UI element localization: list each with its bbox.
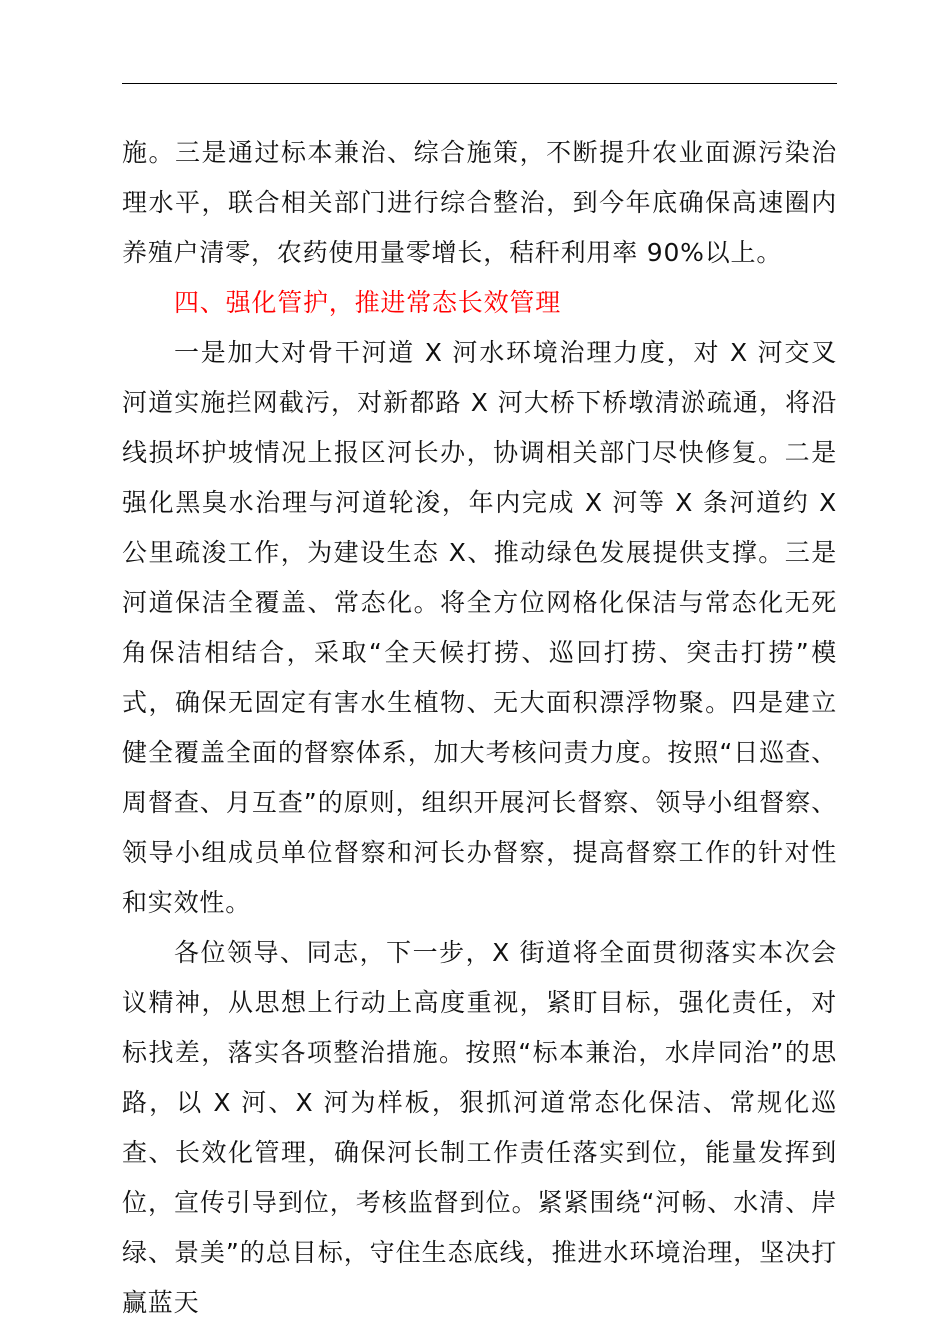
closing-paragraph: 各位领导、同志，下一步，X 街道将全面贯彻落实本次会议精神，从思想上行动上高度重视，紧盯目标，强化责任，对标找差，落实各项整治措施。按照“标本兼治，水岸同治”的思路，以 X 河、X 河为样板，狠抓河道常态化保洁、常规化巡查、长效化管理，确保河长制工作责任落实到位，能量发挥到位，宣传引导到位，考核监督到位。紧紧围绕“河畅、水清、岸绿、景美”的总目标，守住生态底线，推进水环境治理，坚决打赢蓝天: [122, 938, 837, 1317]
continued-paragraph: 施。三是通过标本兼治、综合施策，不断提升农业面源污染治理水平，联合相关部门进行综合整治，到今年底确保高速圈内养殖户清零，农药使用量零增长，秸秆利用率 90%以上。: [122, 138, 837, 267]
document-body: [122, 128, 837, 1328]
section-heading: 四、强化管护，推进常态长效管理: [174, 288, 562, 317]
section-paragraph: 一是加大对骨干河道 X 河水环境治理力度，对 X 河交叉河道实施拦网截污，对新都路 X 河大桥下桥墩清淤疏通，将沿线损坏护坡情况上报区河长办，协调相关部门尽快修复。二是强化黑臭水治理与河道轮浚，年内完成 X 河等 X 条河道约 X 公里疏浚工作，为建设生态 X、推动绿色发展提供支撑。三是河道保洁全覆盖、常态化。将全方位网格化保洁与常态化无死角保洁相结合，采取“全天候打捞、巡回打捞、突击打捞”模式，确保无固定有害水生植物、无大面积漂浮物聚。四是建立健全覆盖全面的督察体系，加大考核问责力度。按照“日巡查、周督查、月互查”的原则，组织开展河长督察、领导小组督察、领导小组成员单位督察和河长办督察，提高督察工作的针对性和实效性。: [122, 338, 837, 917]
header-rule: [122, 83, 837, 84]
